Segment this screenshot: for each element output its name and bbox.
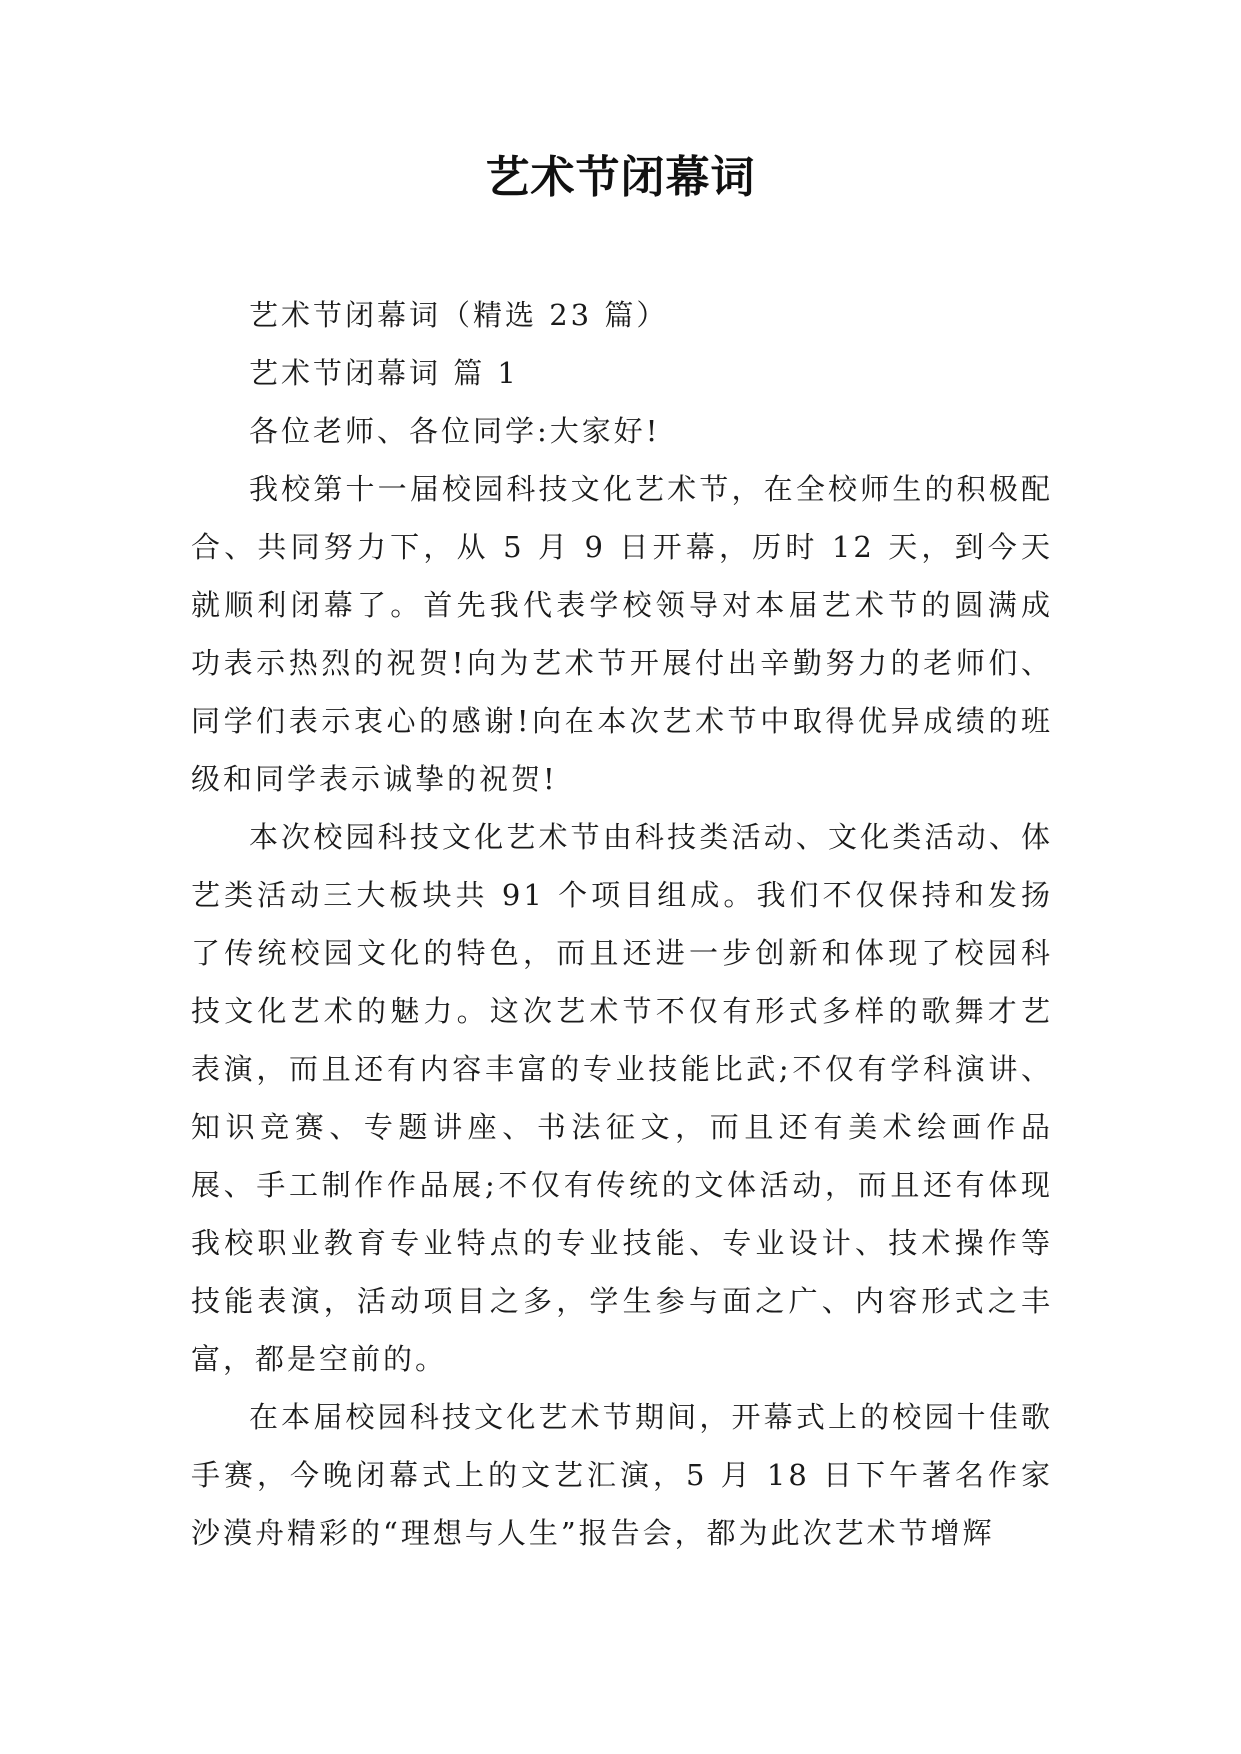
paragraph: 我校第十一届校园科技文化艺术节，在全校师生的积极配合、共同努力下，从 5 月 9 日开幕，历时 12 天，到今天就顺利闭幕了。首先我代表学校领导对本届艺术节的圆满成功表示热烈的祝贺!向为艺术节开展付出辛勤努力的老师们、同学们表示衷心的感谢!向在本次艺术节中取得优异成绩的班级和同学表示诚挚的祝贺! — [191, 472, 1053, 796]
paragraph: 在本届校园科技文化艺术节期间，开幕式上的校园十佳歌手赛，今晚闭幕式上的文艺汇演，5 月 18 日下午著名作家沙漠舟精彩的“理想与人生”报告会，都为此次艺术节增辉 — [191, 1400, 1053, 1550]
paragraph-greeting: 各位老师、各位同学:大家好! — [249, 414, 661, 448]
paragraph-subtitle: 艺术节闭幕词（精选 23 篇） — [249, 298, 669, 332]
paragraph-section-heading: 艺术节闭幕词 篇 1 — [249, 356, 519, 390]
paragraph: 本次校园科技文化艺术节由科技类活动、文化类活动、体艺类活动三大板块共 91 个项目组成。我们不仅保持和发扬了传统校园文化的特色，而且还进一步创新和体现了校园科技文化艺术的魅力。这次艺术节不仅有形式多样的歌舞才艺表演，而且还有内容丰富的专业技能比武;不仅有学科演讲、知识竞赛、专题讲座、书法征文，而且还有美术绘画作品展、手工制作作品展;不仅有传统的文体活动，而且还有体现我校职业教育专业特点的专业技能、专业设计、技术操作等技能表演，活动项目之多，学生参与面之广、内容形式之丰富，都是空前的。 — [191, 820, 1053, 1376]
document-title: 艺术节闭幕词 — [485, 152, 756, 203]
document-body — [191, 286, 1053, 1562]
